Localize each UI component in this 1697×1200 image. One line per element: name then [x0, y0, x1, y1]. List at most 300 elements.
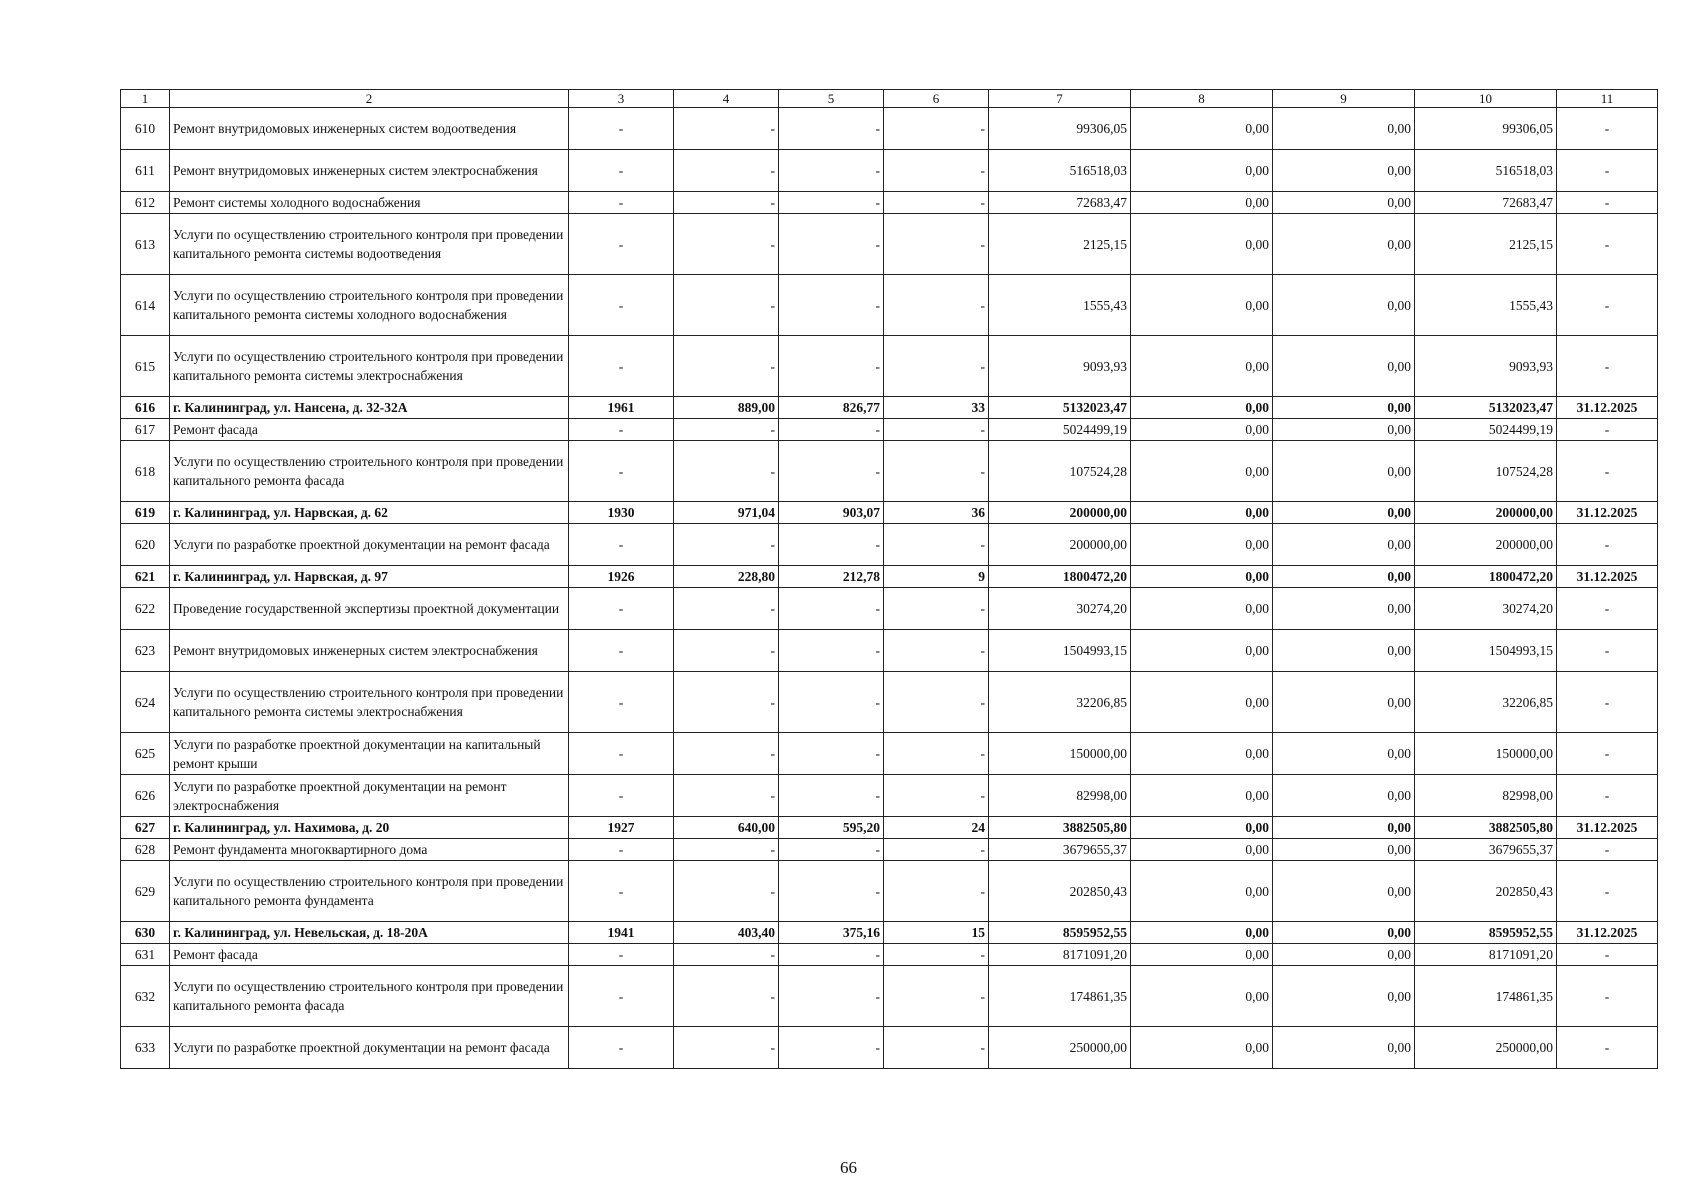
row-number-cell: 611 [121, 150, 170, 192]
description-cell: Услуги по осуществлению строительного контроля при проведении капитального ремонта фундамента [170, 861, 569, 922]
regional-cost-cell: 3679655,37 [1415, 839, 1557, 861]
total-area-cell: - [674, 630, 779, 672]
living-area-cell: 212,78 [779, 566, 884, 588]
fund-cost-cell: 0,00 [1131, 588, 1273, 630]
fund-cost-cell: 0,00 [1131, 192, 1273, 214]
completion-date-cell: 31.12.2025 [1557, 397, 1658, 419]
regional-cost-cell: 8171091,20 [1415, 944, 1557, 966]
fund-cost-cell: 0,00 [1131, 630, 1273, 672]
living-area-cell: - [779, 775, 884, 817]
fund-cost-cell: 0,00 [1131, 524, 1273, 566]
other-cost-cell: 0,00 [1273, 502, 1415, 524]
regional-cost-cell: 174861,35 [1415, 966, 1557, 1027]
residents-cell: - [884, 441, 989, 502]
residents-cell: - [884, 733, 989, 775]
regional-cost-cell: 1555,43 [1415, 275, 1557, 336]
column-number-cell: 5 [779, 90, 884, 108]
total-cost-cell: 150000,00 [989, 733, 1131, 775]
total-cost-cell: 516518,03 [989, 150, 1131, 192]
row-number-cell: 632 [121, 966, 170, 1027]
regional-cost-cell: 3882505,80 [1415, 817, 1557, 839]
fund-cost-cell: 0,00 [1131, 775, 1273, 817]
living-area-cell: - [779, 1027, 884, 1069]
work-item-row [121, 336, 1658, 397]
other-cost-cell: 0,00 [1273, 861, 1415, 922]
fund-cost-cell: 0,00 [1131, 861, 1273, 922]
residents-cell: 15 [884, 922, 989, 944]
fund-cost-cell: 0,00 [1131, 108, 1273, 150]
total-area-cell: - [674, 839, 779, 861]
work-item-row [121, 966, 1658, 1027]
residents-cell: 36 [884, 502, 989, 524]
residents-cell: - [884, 944, 989, 966]
completion-date-cell: - [1557, 441, 1658, 502]
living-area-cell: 826,77 [779, 397, 884, 419]
residents-cell: - [884, 672, 989, 733]
work-item-row [121, 441, 1658, 502]
row-number-cell: 620 [121, 524, 170, 566]
description-cell: г. Калининград, ул. Нансена, д. 32-32А [170, 397, 569, 419]
year-built-cell: - [569, 944, 674, 966]
description-cell: Проведение государственной экспертизы проектной документации [170, 588, 569, 630]
total-area-cell: 971,04 [674, 502, 779, 524]
description-cell: г. Калининград, ул. Нарвская, д. 62 [170, 502, 569, 524]
regional-cost-cell: 32206,85 [1415, 672, 1557, 733]
completion-date-cell: - [1557, 108, 1658, 150]
fund-cost-cell: 0,00 [1131, 419, 1273, 441]
living-area-cell: - [779, 672, 884, 733]
other-cost-cell: 0,00 [1273, 336, 1415, 397]
residents-cell: - [884, 336, 989, 397]
regional-cost-cell: 1800472,20 [1415, 566, 1557, 588]
row-number-cell: 616 [121, 397, 170, 419]
column-number-cell: 7 [989, 90, 1131, 108]
living-area-cell: - [779, 336, 884, 397]
work-item-row [121, 108, 1658, 150]
row-number-cell: 628 [121, 839, 170, 861]
other-cost-cell: 0,00 [1273, 672, 1415, 733]
residents-cell: - [884, 1027, 989, 1069]
column-number-cell: 4 [674, 90, 779, 108]
regional-cost-cell: 82998,00 [1415, 775, 1557, 817]
other-cost-cell: 0,00 [1273, 192, 1415, 214]
regional-cost-cell: 5024499,19 [1415, 419, 1557, 441]
other-cost-cell: 0,00 [1273, 630, 1415, 672]
completion-date-cell: - [1557, 336, 1658, 397]
total-area-cell: 228,80 [674, 566, 779, 588]
description-cell: Ремонт системы холодного водоснабжения [170, 192, 569, 214]
total-cost-cell: 107524,28 [989, 441, 1131, 502]
total-area-cell: - [674, 150, 779, 192]
regional-cost-cell: 107524,28 [1415, 441, 1557, 502]
column-number-cell: 11 [1557, 90, 1658, 108]
residents-cell: - [884, 524, 989, 566]
other-cost-cell: 0,00 [1273, 1027, 1415, 1069]
year-built-cell: - [569, 275, 674, 336]
year-built-cell: 1927 [569, 817, 674, 839]
completion-date-cell: - [1557, 419, 1658, 441]
other-cost-cell: 0,00 [1273, 944, 1415, 966]
row-number-cell: 618 [121, 441, 170, 502]
regional-cost-cell: 200000,00 [1415, 524, 1557, 566]
fund-cost-cell: 0,00 [1131, 966, 1273, 1027]
description-cell: Ремонт фасада [170, 419, 569, 441]
other-cost-cell: 0,00 [1273, 588, 1415, 630]
completion-date-cell: - [1557, 944, 1658, 966]
completion-date-cell: - [1557, 524, 1658, 566]
total-area-cell: 403,40 [674, 922, 779, 944]
living-area-cell: 375,16 [779, 922, 884, 944]
regional-cost-cell: 1504993,15 [1415, 630, 1557, 672]
completion-date-cell: - [1557, 214, 1658, 275]
year-built-cell: - [569, 861, 674, 922]
total-area-cell: - [674, 108, 779, 150]
fund-cost-cell: 0,00 [1131, 214, 1273, 275]
year-built-cell: - [569, 966, 674, 1027]
living-area-cell: - [779, 150, 884, 192]
living-area-cell: - [779, 630, 884, 672]
year-built-cell: 1961 [569, 397, 674, 419]
completion-date-cell: - [1557, 630, 1658, 672]
column-number-cell: 6 [884, 90, 989, 108]
description-cell: Услуги по осуществлению строительного контроля при проведении капитального ремонта фасада [170, 966, 569, 1027]
total-area-cell: - [674, 192, 779, 214]
row-number-cell: 625 [121, 733, 170, 775]
year-built-cell: - [569, 1027, 674, 1069]
completion-date-cell: - [1557, 861, 1658, 922]
row-number-cell: 626 [121, 775, 170, 817]
completion-date-cell: - [1557, 588, 1658, 630]
total-area-cell: - [674, 775, 779, 817]
work-item-row [121, 275, 1658, 336]
work-item-row [121, 214, 1658, 275]
row-number-cell: 624 [121, 672, 170, 733]
regional-cost-cell: 72683,47 [1415, 192, 1557, 214]
completion-date-cell: - [1557, 150, 1658, 192]
regional-cost-cell: 9093,93 [1415, 336, 1557, 397]
total-cost-cell: 1504993,15 [989, 630, 1131, 672]
work-item-row [121, 861, 1658, 922]
living-area-cell: - [779, 944, 884, 966]
row-number-cell: 622 [121, 588, 170, 630]
other-cost-cell: 0,00 [1273, 419, 1415, 441]
column-number-cell: 9 [1273, 90, 1415, 108]
row-number-cell: 623 [121, 630, 170, 672]
other-cost-cell: 0,00 [1273, 817, 1415, 839]
residents-cell: 33 [884, 397, 989, 419]
column-number-cell: 3 [569, 90, 674, 108]
fund-cost-cell: 0,00 [1131, 275, 1273, 336]
year-built-cell: - [569, 733, 674, 775]
total-cost-cell: 3882505,80 [989, 817, 1131, 839]
completion-date-cell: - [1557, 839, 1658, 861]
total-area-cell: - [674, 966, 779, 1027]
other-cost-cell: 0,00 [1273, 775, 1415, 817]
total-cost-cell: 72683,47 [989, 192, 1131, 214]
total-cost-cell: 99306,05 [989, 108, 1131, 150]
year-built-cell: - [569, 150, 674, 192]
work-item-row [121, 524, 1658, 566]
residents-cell: 24 [884, 817, 989, 839]
year-built-cell: - [569, 588, 674, 630]
row-number-cell: 629 [121, 861, 170, 922]
regional-cost-cell: 5132023,47 [1415, 397, 1557, 419]
completion-date-cell: - [1557, 672, 1658, 733]
other-cost-cell: 0,00 [1273, 922, 1415, 944]
residents-cell: - [884, 588, 989, 630]
total-cost-cell: 8595952,55 [989, 922, 1131, 944]
total-area-cell: - [674, 944, 779, 966]
other-cost-cell: 0,00 [1273, 839, 1415, 861]
column-number-cell: 1 [121, 90, 170, 108]
total-cost-cell: 32206,85 [989, 672, 1131, 733]
residents-cell: 9 [884, 566, 989, 588]
work-item-row [121, 775, 1658, 817]
capital-repair-table [120, 89, 1658, 1069]
total-cost-cell: 82998,00 [989, 775, 1131, 817]
completion-date-cell: - [1557, 275, 1658, 336]
living-area-cell: - [779, 108, 884, 150]
fund-cost-cell: 0,00 [1131, 922, 1273, 944]
total-area-cell: - [674, 733, 779, 775]
building-row [121, 922, 1658, 944]
row-number-cell: 619 [121, 502, 170, 524]
total-cost-cell: 202850,43 [989, 861, 1131, 922]
description-cell: Услуги по осуществлению строительного контроля при проведении капитального ремонта системы холодного водоснабжения [170, 275, 569, 336]
completion-date-cell: - [1557, 966, 1658, 1027]
living-area-cell: 903,07 [779, 502, 884, 524]
total-area-cell: - [674, 275, 779, 336]
year-built-cell: - [569, 192, 674, 214]
total-cost-cell: 30274,20 [989, 588, 1131, 630]
work-item-row [121, 944, 1658, 966]
completion-date-cell: 31.12.2025 [1557, 566, 1658, 588]
fund-cost-cell: 0,00 [1131, 839, 1273, 861]
total-area-cell: - [674, 861, 779, 922]
building-row [121, 817, 1658, 839]
year-built-cell: - [569, 108, 674, 150]
total-area-cell: - [674, 441, 779, 502]
living-area-cell: - [779, 588, 884, 630]
fund-cost-cell: 0,00 [1131, 817, 1273, 839]
completion-date-cell: 31.12.2025 [1557, 922, 1658, 944]
description-cell: Услуги по разработке проектной документации на ремонт фасада [170, 1027, 569, 1069]
total-area-cell: 640,00 [674, 817, 779, 839]
year-built-cell: 1926 [569, 566, 674, 588]
work-item-row [121, 630, 1658, 672]
row-number-cell: 633 [121, 1027, 170, 1069]
total-area-cell: 889,00 [674, 397, 779, 419]
row-number-cell: 617 [121, 419, 170, 441]
fund-cost-cell: 0,00 [1131, 672, 1273, 733]
other-cost-cell: 0,00 [1273, 524, 1415, 566]
row-number-cell: 614 [121, 275, 170, 336]
description-cell: Ремонт внутридомовых инженерных систем электроснабжения [170, 630, 569, 672]
fund-cost-cell: 0,00 [1131, 944, 1273, 966]
row-number-cell: 621 [121, 566, 170, 588]
living-area-cell: - [779, 733, 884, 775]
column-number-cell: 2 [170, 90, 569, 108]
total-area-cell: - [674, 588, 779, 630]
total-cost-cell: 3679655,37 [989, 839, 1131, 861]
regional-cost-cell: 200000,00 [1415, 502, 1557, 524]
description-cell: Услуги по осуществлению строительного контроля при проведении капитального ремонта системы электроснабжения [170, 672, 569, 733]
column-number-cell: 10 [1415, 90, 1557, 108]
year-built-cell: - [569, 775, 674, 817]
year-built-cell: - [569, 336, 674, 397]
fund-cost-cell: 0,00 [1131, 1027, 1273, 1069]
work-item-row [121, 150, 1658, 192]
year-built-cell: 1941 [569, 922, 674, 944]
description-cell: Ремонт внутридомовых инженерных систем водоотведения [170, 108, 569, 150]
total-area-cell: - [674, 336, 779, 397]
row-number-cell: 610 [121, 108, 170, 150]
description-cell: Услуги по разработке проектной документации на ремонт электроснабжения [170, 775, 569, 817]
fund-cost-cell: 0,00 [1131, 502, 1273, 524]
completion-date-cell: 31.12.2025 [1557, 817, 1658, 839]
total-cost-cell: 1555,43 [989, 275, 1131, 336]
total-area-cell: - [674, 672, 779, 733]
row-number-cell: 627 [121, 817, 170, 839]
page-number: 66 [840, 1158, 857, 1177]
fund-cost-cell: 0,00 [1131, 566, 1273, 588]
regional-cost-cell: 202850,43 [1415, 861, 1557, 922]
fund-cost-cell: 0,00 [1131, 336, 1273, 397]
fund-cost-cell: 0,00 [1131, 397, 1273, 419]
living-area-cell: - [779, 214, 884, 275]
column-number-header [121, 90, 1658, 108]
regional-cost-cell: 8595952,55 [1415, 922, 1557, 944]
other-cost-cell: 0,00 [1273, 108, 1415, 150]
living-area-cell: - [779, 861, 884, 922]
row-number-cell: 612 [121, 192, 170, 214]
fund-cost-cell: 0,00 [1131, 441, 1273, 502]
year-built-cell: - [569, 524, 674, 566]
total-cost-cell: 174861,35 [989, 966, 1131, 1027]
fund-cost-cell: 0,00 [1131, 150, 1273, 192]
residents-cell: - [884, 861, 989, 922]
living-area-cell: 595,20 [779, 817, 884, 839]
completion-date-cell: - [1557, 733, 1658, 775]
living-area-cell: - [779, 419, 884, 441]
regional-cost-cell: 99306,05 [1415, 108, 1557, 150]
row-number-cell: 613 [121, 214, 170, 275]
other-cost-cell: 0,00 [1273, 733, 1415, 775]
year-built-cell: - [569, 419, 674, 441]
residents-cell: - [884, 839, 989, 861]
row-number-cell: 630 [121, 922, 170, 944]
year-built-cell: - [569, 214, 674, 275]
year-built-cell: 1930 [569, 502, 674, 524]
year-built-cell: - [569, 630, 674, 672]
residents-cell: - [884, 192, 989, 214]
work-item-row [121, 1027, 1658, 1069]
work-item-row [121, 733, 1658, 775]
total-cost-cell: 200000,00 [989, 502, 1131, 524]
total-area-cell: - [674, 419, 779, 441]
total-cost-cell: 5024499,19 [989, 419, 1131, 441]
residents-cell: - [884, 775, 989, 817]
total-cost-cell: 250000,00 [989, 1027, 1131, 1069]
living-area-cell: - [779, 192, 884, 214]
total-cost-cell: 9093,93 [989, 336, 1131, 397]
completion-date-cell: - [1557, 775, 1658, 817]
description-cell: г. Калининград, ул. Невельская, д. 18-20А [170, 922, 569, 944]
other-cost-cell: 0,00 [1273, 397, 1415, 419]
other-cost-cell: 0,00 [1273, 275, 1415, 336]
living-area-cell: - [779, 966, 884, 1027]
total-cost-cell: 1800472,20 [989, 566, 1131, 588]
residents-cell: - [884, 419, 989, 441]
column-number-cell: 8 [1131, 90, 1273, 108]
total-cost-cell: 8171091,20 [989, 944, 1131, 966]
description-cell: Услуги по разработке проектной документации на ремонт фасада [170, 524, 569, 566]
row-number-cell: 615 [121, 336, 170, 397]
living-area-cell: - [779, 275, 884, 336]
year-built-cell: - [569, 672, 674, 733]
residents-cell: - [884, 275, 989, 336]
description-cell: Ремонт фасада [170, 944, 569, 966]
regional-cost-cell: 250000,00 [1415, 1027, 1557, 1069]
description-cell: Услуги по осуществлению строительного контроля при проведении капитального ремонта системы электроснабжения [170, 336, 569, 397]
row-number-cell: 631 [121, 944, 170, 966]
fund-cost-cell: 0,00 [1131, 733, 1273, 775]
residents-cell: - [884, 630, 989, 672]
other-cost-cell: 0,00 [1273, 566, 1415, 588]
work-item-row [121, 839, 1658, 861]
other-cost-cell: 0,00 [1273, 441, 1415, 502]
residents-cell: - [884, 966, 989, 1027]
building-row [121, 566, 1658, 588]
regional-cost-cell: 30274,20 [1415, 588, 1557, 630]
total-area-cell: - [674, 1027, 779, 1069]
building-row [121, 502, 1658, 524]
year-built-cell: - [569, 839, 674, 861]
completion-date-cell: 31.12.2025 [1557, 502, 1658, 524]
regional-cost-cell: 150000,00 [1415, 733, 1557, 775]
regional-cost-cell: 2125,15 [1415, 214, 1557, 275]
work-item-row [121, 419, 1658, 441]
work-item-row [121, 588, 1658, 630]
total-cost-cell: 5132023,47 [989, 397, 1131, 419]
work-item-row [121, 672, 1658, 733]
total-area-cell: - [674, 214, 779, 275]
description-cell: Услуги по осуществлению строительного контроля при проведении капитального ремонта системы водоотведения [170, 214, 569, 275]
residents-cell: - [884, 214, 989, 275]
completion-date-cell: - [1557, 192, 1658, 214]
building-row [121, 397, 1658, 419]
residents-cell: - [884, 108, 989, 150]
other-cost-cell: 0,00 [1273, 150, 1415, 192]
work-item-row [121, 192, 1658, 214]
other-cost-cell: 0,00 [1273, 966, 1415, 1027]
living-area-cell: - [779, 441, 884, 502]
total-area-cell: - [674, 524, 779, 566]
other-cost-cell: 0,00 [1273, 214, 1415, 275]
description-cell: Ремонт фундамента многоквартирного дома [170, 839, 569, 861]
description-cell: г. Калининград, ул. Нахимова, д. 20 [170, 817, 569, 839]
living-area-cell: - [779, 839, 884, 861]
total-cost-cell: 200000,00 [989, 524, 1131, 566]
description-cell: Услуги по разработке проектной документации на капитальный ремонт крыши [170, 733, 569, 775]
residents-cell: - [884, 150, 989, 192]
year-built-cell: - [569, 441, 674, 502]
total-cost-cell: 2125,15 [989, 214, 1131, 275]
completion-date-cell: - [1557, 1027, 1658, 1069]
description-cell: Услуги по осуществлению строительного контроля при проведении капитального ремонта фасада [170, 441, 569, 502]
description-cell: г. Калининград, ул. Нарвская, д. 97 [170, 566, 569, 588]
regional-cost-cell: 516518,03 [1415, 150, 1557, 192]
